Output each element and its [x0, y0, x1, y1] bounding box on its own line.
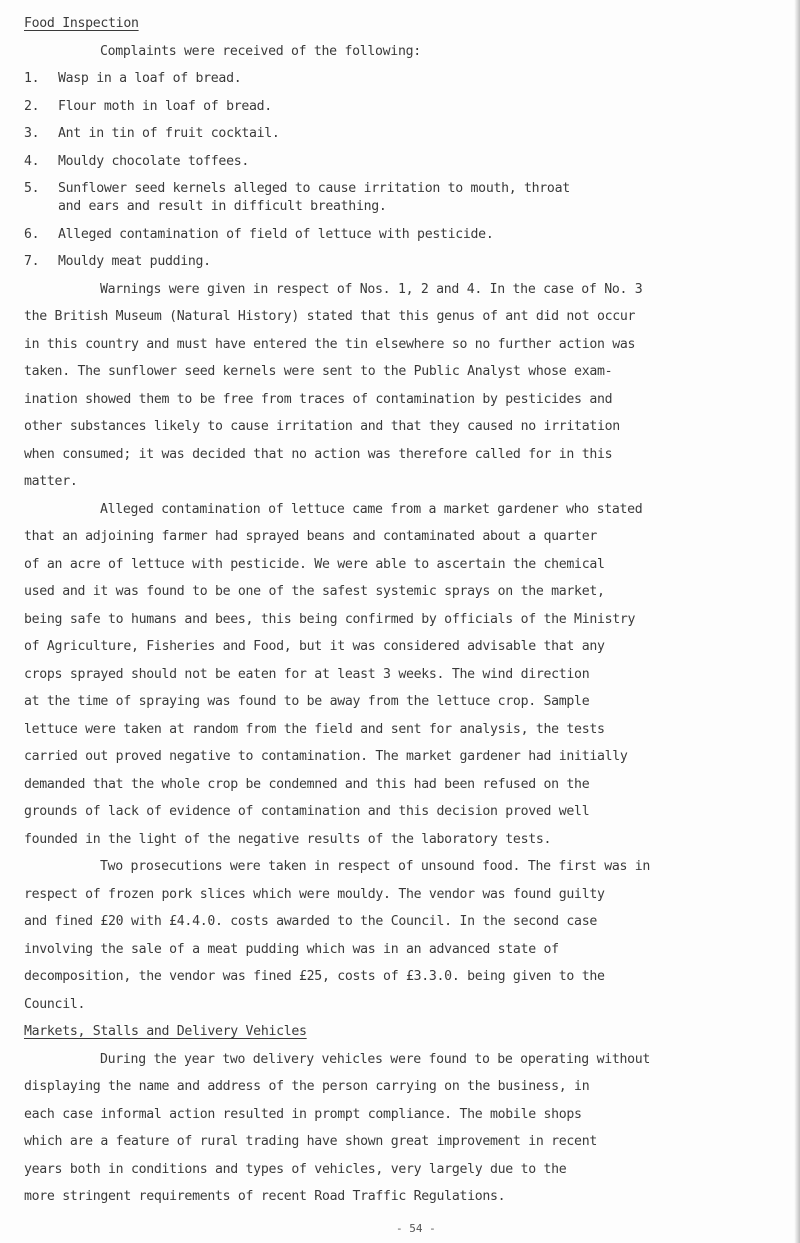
- list-item: 3. Ant in tin of fruit cocktail.: [24, 126, 280, 141]
- list-item: 2. Flour moth in loaf of bread.: [24, 98, 272, 114]
- paragraph-line: of Agriculture, Fisheries and Food, but it was considered advisable that any: [24, 639, 605, 654]
- paragraph-delivery-vehicles: [24, 1046, 794, 1211]
- paragraph-prosecutions: [24, 853, 794, 1018]
- paragraph-line: taken. The sunflower seed kernels were sent to the Public Analyst whose exam-: [24, 364, 613, 379]
- page-edge-shadow: [794, 0, 800, 1243]
- paragraph-line: Warnings were given in respect of Nos. 1, 2 and 4. In the case of No. 3: [100, 281, 643, 297]
- paragraph-line: more stringent requirements of recent Road Traffic Regulations.: [24, 1189, 506, 1204]
- paragraph-line: the British Museum (Natural History) stated that this genus of ant did not occur: [24, 309, 636, 324]
- list-item: 4. Mouldy chocolate toffees.: [24, 153, 249, 169]
- paragraph-line: carried out proved negative to contamination. The market gardener had initially: [24, 749, 628, 764]
- list-item: 1. Wasp in a loaf of bread.: [24, 71, 242, 86]
- paragraph-line: respect of frozen pork slices which were mouldy. The vendor was found guilty: [24, 886, 605, 902]
- paragraph-line: in this country and must have entered the tin elsewhere so no further action was: [24, 336, 636, 352]
- paragraph-line: involving the sale of a meat pudding which was in an advanced state of: [24, 941, 559, 957]
- paragraph-line: matter.: [24, 474, 78, 489]
- paragraph-line: when consumed; it was decided that no action was therefore called for in this: [24, 446, 613, 462]
- paragraph-line: ination showed them to be free from traces of contamination by pesticides and: [24, 391, 613, 407]
- paragraph-line: lettuce were taken at random from the field and sent for analysis, the tests: [24, 721, 605, 737]
- paragraph-line: years both in conditions and types of vehicles, very largely due to the: [24, 1161, 567, 1177]
- paragraph-line: During the year two delivery vehicles were found to be operating without: [100, 1051, 651, 1067]
- section-heading-markets: Markets, Stalls and Delivery Vehicles: [24, 1024, 307, 1039]
- list-item: 5. Sunflower seed kernels alleged to cause irritation to mouth, throat: [24, 181, 570, 196]
- paragraph-line: Two prosecutions were taken in respect of unsound food. The first was in: [100, 859, 651, 874]
- paragraph-line: Council.: [24, 996, 86, 1012]
- paragraph-line: which are a feature of rural trading have shown great improvement in recent: [24, 1134, 597, 1149]
- list-item-continuation: and ears and result in difficult breathing.: [58, 199, 387, 214]
- paragraph-line: crops sprayed should not be eaten for at least 3 weeks. The wind direction: [24, 666, 590, 682]
- list-item: 7. Mouldy meat pudding.: [24, 254, 211, 269]
- page-number: - 54 -: [396, 1222, 436, 1235]
- paragraph-line: other substances likely to cause irritation and that they caused no irritation: [24, 419, 620, 434]
- paragraph-line: founded in the light of the negative results of the laboratory tests.: [24, 831, 552, 847]
- paragraph-line: decomposition, the vendor was fined £25, costs of £3.3.0. being given to the: [24, 969, 605, 984]
- paragraph-line: Alleged contamination of lettuce came from a market gardener who stated: [100, 501, 643, 517]
- paragraph-line: and fined £20 with £4.4.0. costs awarded to the Council. In the second case: [24, 914, 597, 929]
- paragraph-line: at the time of spraying was found to be away from the lettuce crop. Sample: [24, 694, 590, 709]
- list-item: 6. Alleged contamination of field of lettuce with pesticide.: [24, 226, 494, 242]
- intro-line: Complaints were received of the following:: [100, 43, 421, 59]
- paragraph-line: being safe to humans and bees, this being confirmed by officials of the Ministry: [24, 611, 636, 627]
- complaints-list: [24, 65, 794, 276]
- paragraph-lettuce: [24, 496, 794, 854]
- paragraph-line: demanded that the whole crop be condemned and this had been refused on the: [24, 776, 590, 792]
- paragraph-line: used and it was found to be one of the safest systemic sprays on the market,: [24, 584, 605, 599]
- paragraph-line: grounds of lack of evidence of contamination and this decision proved well: [24, 804, 590, 819]
- paragraph-line: each case informal action resulted in prompt compliance. The mobile shops: [24, 1106, 582, 1122]
- paragraph-warnings: [24, 276, 794, 496]
- document-body: [24, 10, 794, 1211]
- paragraph-line: of an acre of lettuce with pesticide. We were able to ascertain the chemical: [24, 556, 605, 572]
- section-heading-food-inspection: Food Inspection: [24, 16, 139, 31]
- paragraph-line: that an adjoining farmer had sprayed beans and contaminated about a quarter: [24, 529, 597, 544]
- paragraph-line: displaying the name and address of the person carrying on the business, in: [24, 1079, 590, 1094]
